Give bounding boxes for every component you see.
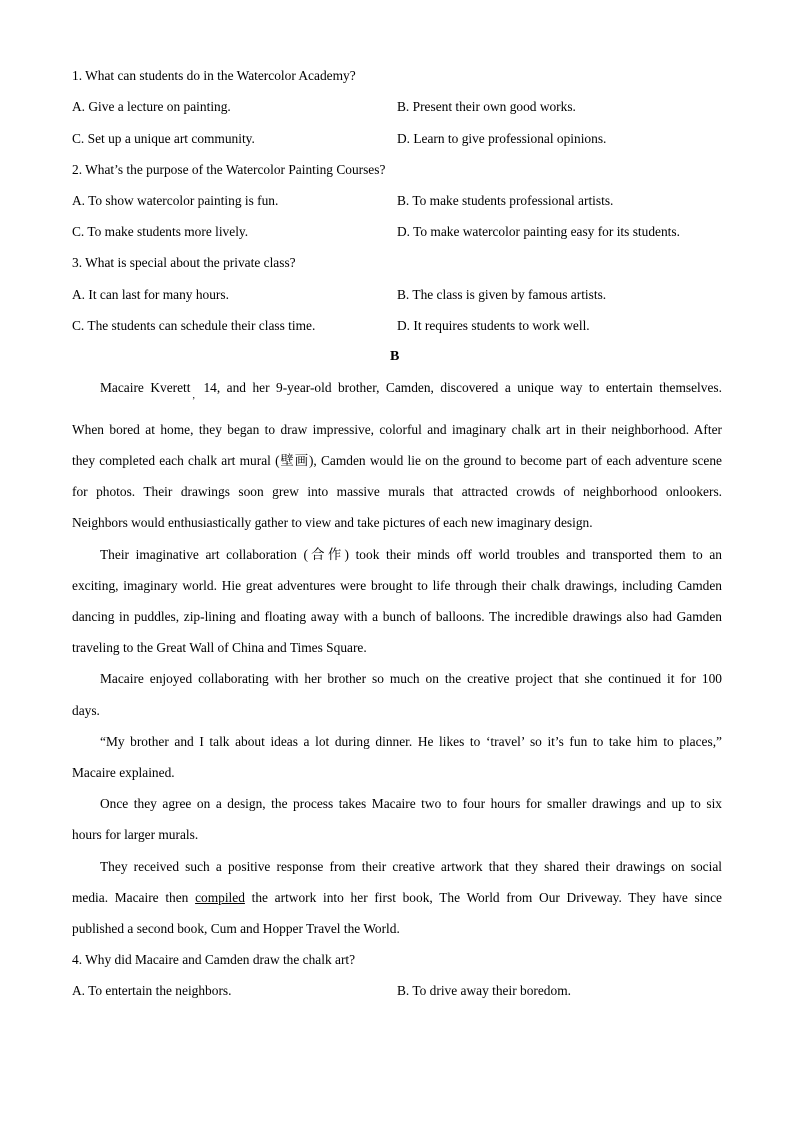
question-3-option-c: C. The students can schedule their class time. bbox=[72, 318, 316, 333]
passage-p5-line2: hours for larger murals. bbox=[72, 827, 199, 842]
passage-p2-line3: dancing in puddles, zip-lining and floating away with a bunch of balloons. The incredible drawings also had Gamden bbox=[72, 609, 722, 624]
passage-text: Macaire Kverett bbox=[100, 380, 191, 395]
passage-p1-line4: for photos. Their drawings soon grew into massive murals that attracted crowds of neighborhood onlookers. bbox=[72, 484, 722, 499]
question-4-option-a: A. To entertain the neighbors. bbox=[72, 983, 232, 998]
question-2-option-a: A. To show watercolor painting is fun. bbox=[72, 193, 279, 208]
passage-p3-line2: days. bbox=[72, 703, 100, 718]
question-2-option-b: B. To make students professional artists. bbox=[397, 193, 614, 208]
passage-p6-line1: They received such a positive response from their creative artwork that they shared their drawings on social bbox=[100, 859, 722, 874]
passage-text: media. Macaire then bbox=[72, 890, 189, 905]
passage-p6-line2 bbox=[72, 890, 722, 906]
question-4-option-b: B. To drive away their boredom. bbox=[397, 983, 571, 998]
passage-p2-line2: exciting, imaginary world. Hie great adventures were brought to life through their chalk drawings, including Camden bbox=[72, 578, 722, 593]
passage-text: the artwork into her first book, The World from Our Driveway. They have since bbox=[251, 890, 722, 905]
question-1-stem: 1. What can students do in the Watercolor Academy? bbox=[72, 68, 356, 83]
passage-p2-line4: traveling to the Great Wall of China and Times Square. bbox=[72, 640, 367, 655]
question-1-option-d: D. Learn to give professional opinions. bbox=[397, 131, 607, 146]
comma-mark: , bbox=[192, 390, 195, 401]
question-3-option-d: D. It requires students to work well. bbox=[397, 318, 590, 333]
question-1-option-a: A. Give a lecture on painting. bbox=[72, 99, 231, 114]
question-1-option-c: C. Set up a unique art community. bbox=[72, 131, 255, 146]
passage-p4-line1: “My brother and I talk about ideas a lot during dinner. He likes to ‘travel’ so it’s fun to take him to places,” bbox=[100, 734, 722, 749]
question-2-stem: 2. What’s the purpose of the Watercolor Painting Courses? bbox=[72, 162, 386, 177]
passage-p6-line3: published a second book, Cum and Hopper Travel the World. bbox=[72, 921, 400, 936]
question-1-option-b: B. Present their own good works. bbox=[397, 99, 576, 114]
passage-p5-line1: Once they agree on a design, the process takes Macaire two to four hours for smaller drawings and up to six bbox=[100, 796, 722, 811]
underlined-word: compiled bbox=[195, 890, 245, 905]
passage-text: 14, and her 9-year-old brother, Camden, discovered a unique way to entertain themselves. bbox=[203, 380, 722, 395]
section-title: B bbox=[390, 349, 400, 364]
passage-p3-line1: Macaire enjoyed collaborating with her brother so much on the creative project that she continued it for 100 bbox=[100, 671, 722, 686]
passage-p1-line2: When bored at home, they began to draw impressive, colorful and imaginary chalk art in their neighborhood. After bbox=[72, 422, 722, 437]
passage-p1-line1 bbox=[100, 380, 722, 401]
passage-p2-line1: Their imaginative art collaboration (合作) took their minds off world troubles and transported them to an bbox=[100, 547, 722, 562]
passage-p4-line2: Macaire explained. bbox=[72, 765, 175, 780]
question-3-stem: 3. What is special about the private class? bbox=[72, 255, 296, 270]
question-3-option-a: A. It can last for many hours. bbox=[72, 287, 229, 302]
question-2-option-d: D. To make watercolor painting easy for its students. bbox=[397, 224, 680, 239]
passage-p1-line3: they completed each chalk art mural (壁画), Camden would lie on the ground to become part of each adventure scene bbox=[72, 453, 722, 468]
question-4-stem: 4. Why did Macaire and Camden draw the chalk art? bbox=[72, 952, 356, 967]
question-3-option-b: B. The class is given by famous artists. bbox=[397, 287, 607, 302]
passage-p1-line5: Neighbors would enthusiastically gather to view and take pictures of each new imaginary design. bbox=[72, 515, 593, 530]
question-2-option-c: C. To make students more lively. bbox=[72, 224, 249, 239]
